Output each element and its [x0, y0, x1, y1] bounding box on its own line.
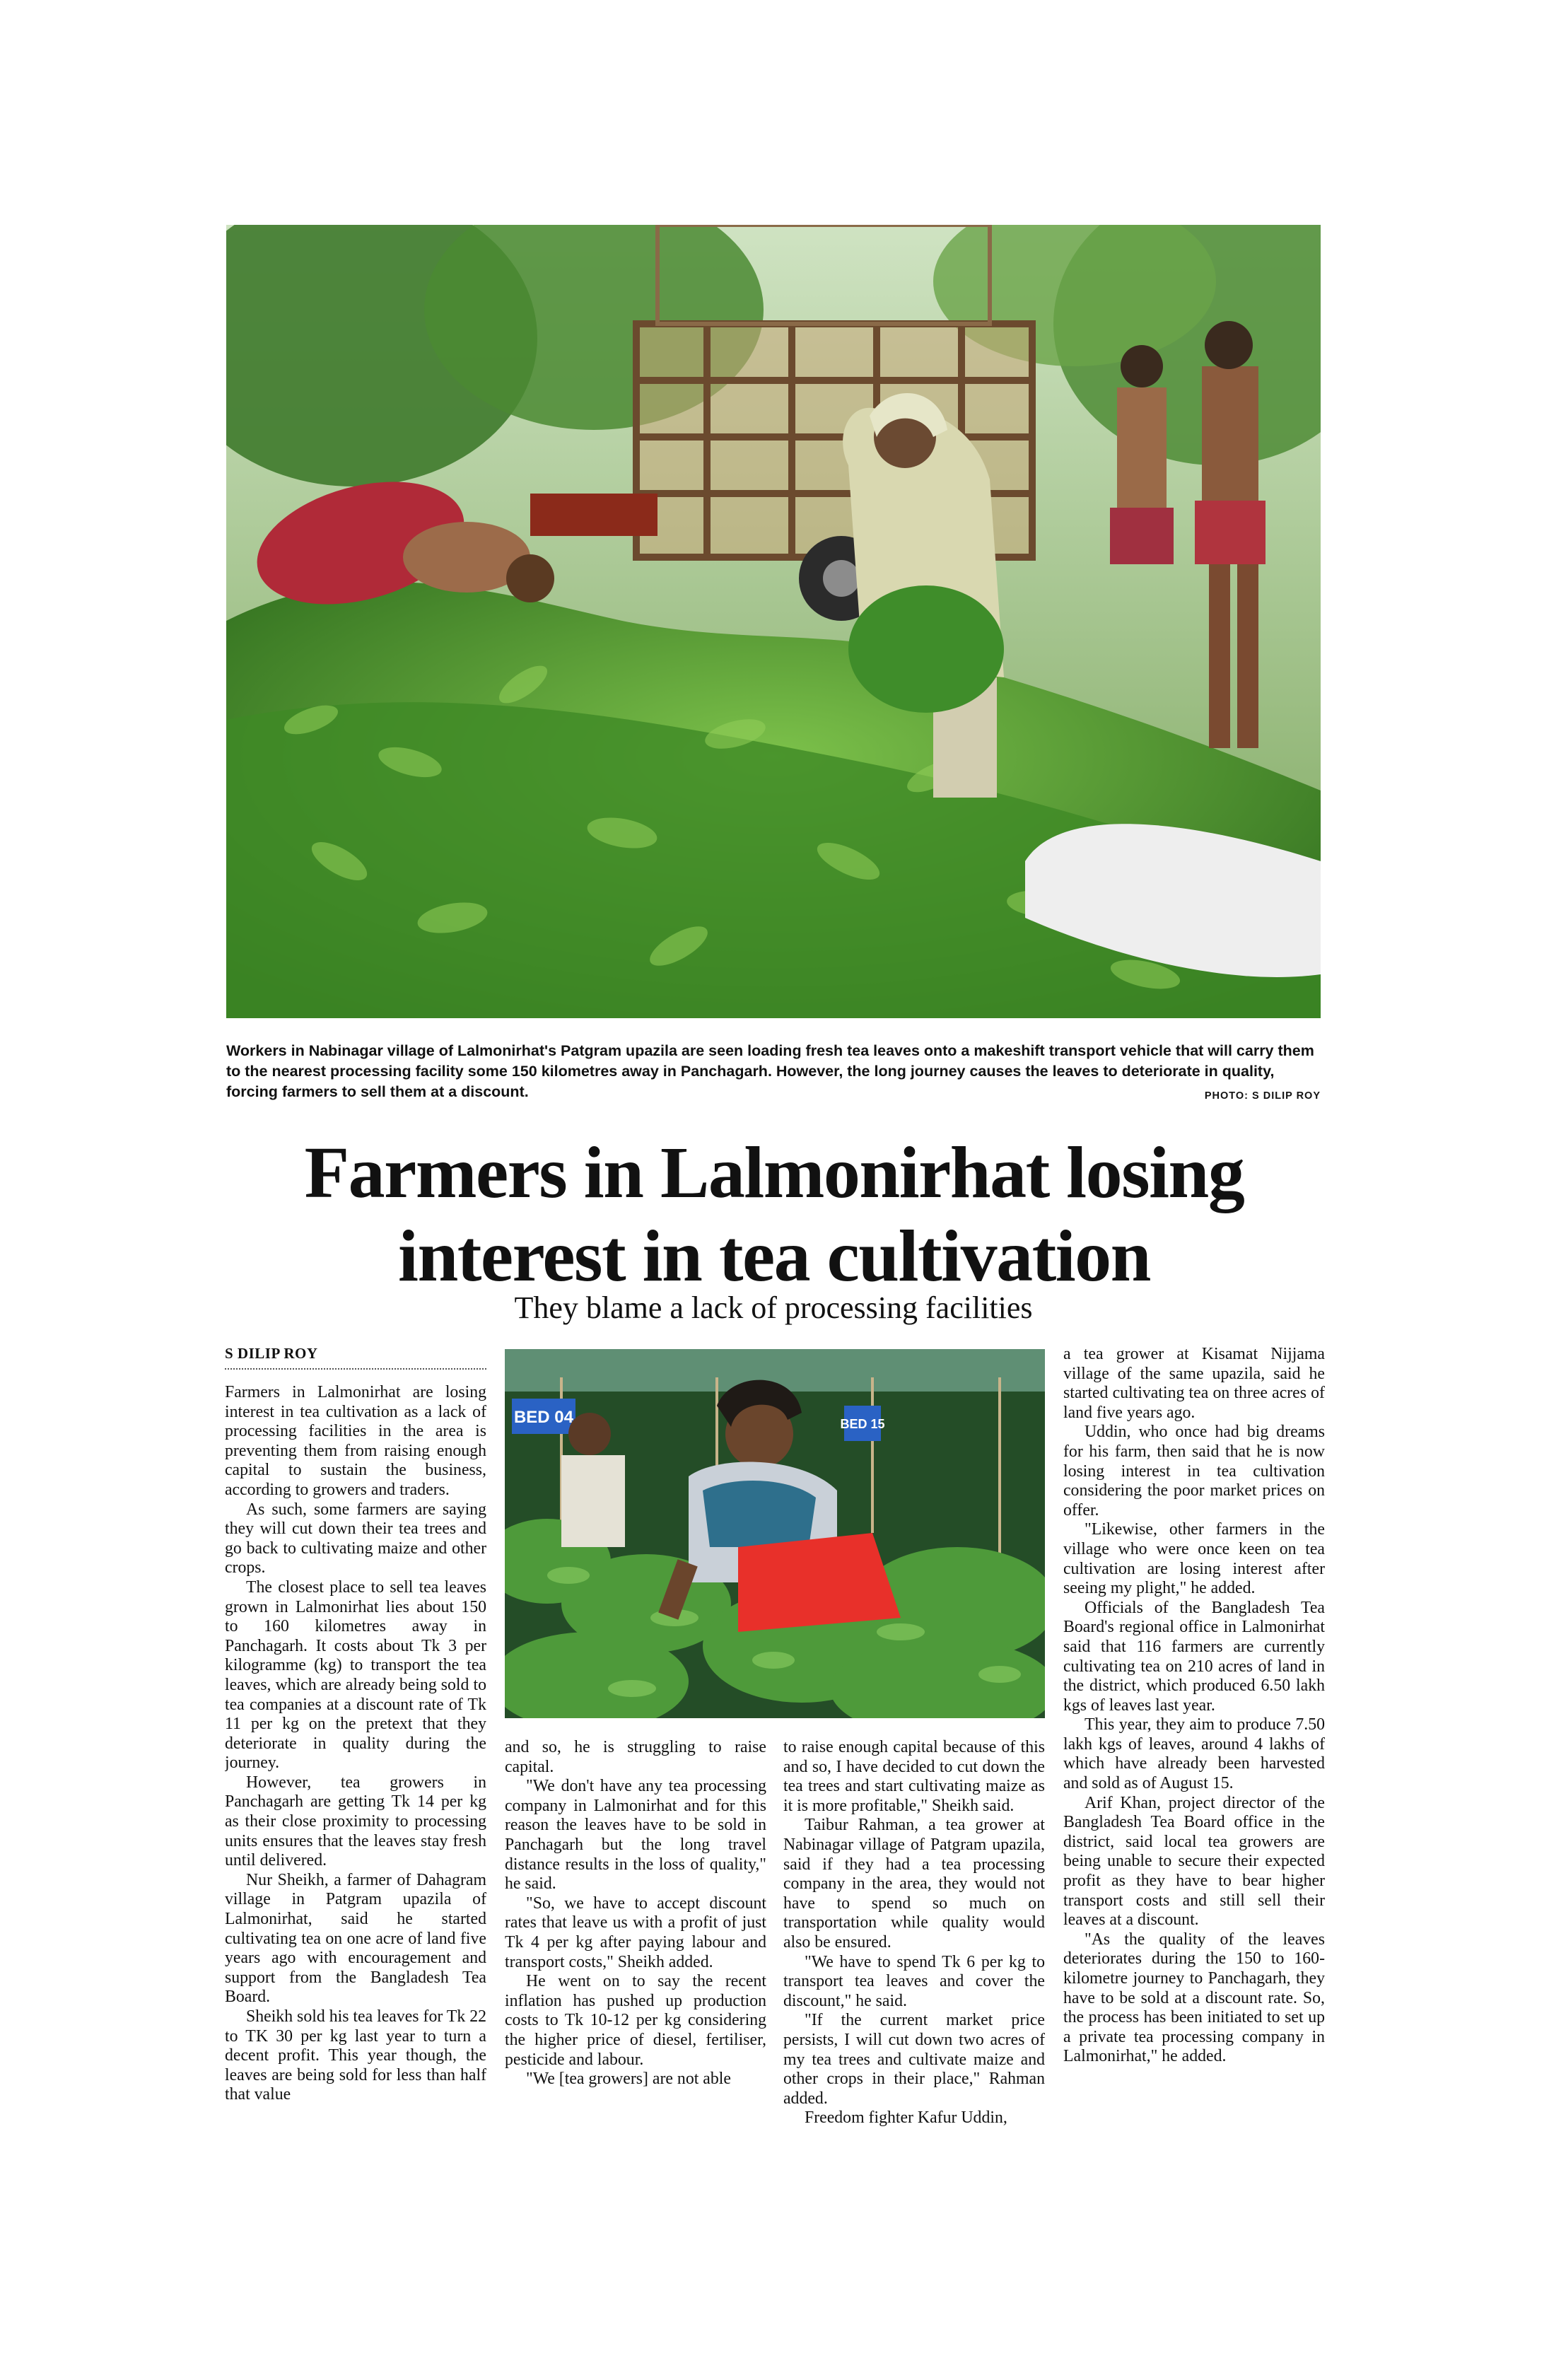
tea-loading-photo-illustration	[226, 225, 1321, 1018]
paragraph: The closest place to sell tea leaves grown in Lalmonirhat lies about 150 to 160 kilometres away in Panchagarh. It costs about Tk 3 per kilogramme (kg) to transport the tea leaves, which are already being sold to tea companies at a discount rate of Tk 11 per kg on the pretext that they deteriorate in quality during the journey.	[225, 1577, 486, 1773]
paragraph: Arif Khan, project director of the Bangladesh Tea Board office in the district, said local tea growers are being unable to secure their expected profit as they have to bear higher transport costs and still sell their leaves at a discount.	[1063, 1793, 1325, 1930]
paragraph: Sheikh sold his tea leaves for Tk 22 to TK 30 per kg last year to turn a decent profit. This year though, the leaves are being sold for less than half that value	[225, 2007, 486, 2104]
article-column-1	[225, 1383, 486, 2155]
bed-sign-left-text: BED 04	[513, 1408, 574, 1427]
paragraph: "Likewise, other farmers in the village who were once keen on tea cultivation are losing interest after seeing my plight," he added.	[1063, 1520, 1325, 1598]
article-column-4	[1063, 1345, 1325, 2155]
bed-sign-right-text: BED 15	[840, 1417, 885, 1431]
paragraph: Uddin, who once had big dreams for his farm, then said that he is now losing interest in tea cultivation considering the poor market prices on offer.	[1063, 1423, 1325, 1519]
paragraph: Freedom fighter Kafur Uddin,	[805, 2108, 1007, 2128]
inset-photo	[505, 1349, 1045, 1718]
paragraph: "So, we have to accept discount rates that leave us with a profit of just Tk 4 per kg after paying labour and transport costs," Sheikh added.	[505, 1894, 766, 1971]
paragraph: "We don't have any tea processing company in Lalmonirhat and for this reason the leaves have to be sold in Panchagarh but the long travel distance results in the loss of quality," he said.	[505, 1777, 766, 1894]
subheadline: They blame a lack of processing facilities	[514, 1290, 1033, 1325]
paragraph: and so, he is struggling to raise capital.	[505, 1738, 766, 1776]
paragraph: to raise enough capital because of this and so, I have decided to cut down the tea trees and start cultivating maize as it is more profitable," Sheikh said.	[783, 1738, 1045, 1815]
paragraph: This year, they aim to produce 7.50 lakh kgs of leaves, around 4 lakhs of which have already been harvested and sold as of August 15.	[1063, 1715, 1325, 1793]
paragraph: Officials of the Bangladesh Tea Board's regional office in Lalmonirhat said that 116 farmers are currently cultivating tea on 210 acres of land in the district, which produced 6.50 lakh kgs of leaves last year.	[1063, 1598, 1325, 1715]
byline: S DILIP ROY	[225, 1345, 486, 1370]
paragraph: Taibur Rahman, a tea grower at Nabinagar village of Patgram upazila, said if they had a tea processing company in the area, they would not have to spend so much on transportation while quality would also be ensured.	[783, 1816, 1045, 1952]
top-photo	[226, 225, 1321, 1018]
headline-line-2: interest in tea cultivation	[398, 1215, 1150, 1297]
paragraph: a tea grower at Kisamat Nijjama village of the same upazila, said he started cultivating tea on three acres of land five years ago.	[1063, 1345, 1325, 1422]
caption-text: Workers in Nabinagar village of Lalmonirhat's Patgram upazila are seen loading fresh tea leaves onto a makeshift transport vehicle that will carry them to the nearest processing facility some 150 kilometres away in Panchagarh. However, the long journey causes the leaves to deteriorate in quality, forcing farmers to sell them at a discount.	[226, 1042, 1314, 1100]
headline-line-1: Farmers in Lalmonirhat losing	[304, 1132, 1244, 1213]
photo-caption	[226, 1041, 1321, 1107]
paragraph: As such, some farmers are saying they will cut down their tea trees and go back to cultivating maize and other crops.	[225, 1500, 486, 1577]
article-column-3	[783, 1738, 1045, 2155]
photo-credit: PHOTO: S DILIP ROY	[1204, 1090, 1321, 1102]
paragraph: "As the quality of the leaves deteriorates during the 150 to 160-kilometre journey to Panchagarh, they have to be sold at a discount rate. So, the process has been initiated to set up a private tea processing company in Lalmonirhat," he added.	[1063, 1930, 1325, 2066]
paragraph: He went on to say the recent inflation has pushed up production costs to Tk 10-12 per kg considering the higher price of diesel, fertiliser, pesticide and labour.	[505, 1972, 766, 2069]
paragraph: "We have to spend Tk 6 per kg to transport tea leaves and cover the discount," he said.	[783, 1952, 1045, 2010]
paragraph: "We [tea growers] are not able	[526, 2070, 731, 2089]
tea-nursery-photo-illustration	[505, 1349, 1045, 1718]
article-column-2	[505, 1738, 766, 2155]
paragraph: "If the current market price persists, I will cut down two acres of my tea trees and cultivate maize and other crops in their place," Rahman added.	[783, 2011, 1045, 2108]
paragraph: Nur Sheikh, a farmer of Dahagram village in Patgram upazila of Lalmonirhat, said he started cultivating tea on one acre of land five years ago with encouragement and support from the Bangladesh Tea Board.	[225, 1870, 486, 2007]
paragraph: Farmers in Lalmonirhat are losing interest in tea cultivation as a lack of processing facilities in the area is preventing them from raising enough capital to sustain the business, according to growers and traders.	[225, 1383, 486, 1499]
paragraph: However, tea growers in Panchagarh are getting Tk 14 per kg as their close proximity to processing units ensures that the leaves stay fresh until delivered.	[225, 1773, 486, 1870]
headline	[198, 1131, 1350, 1298]
